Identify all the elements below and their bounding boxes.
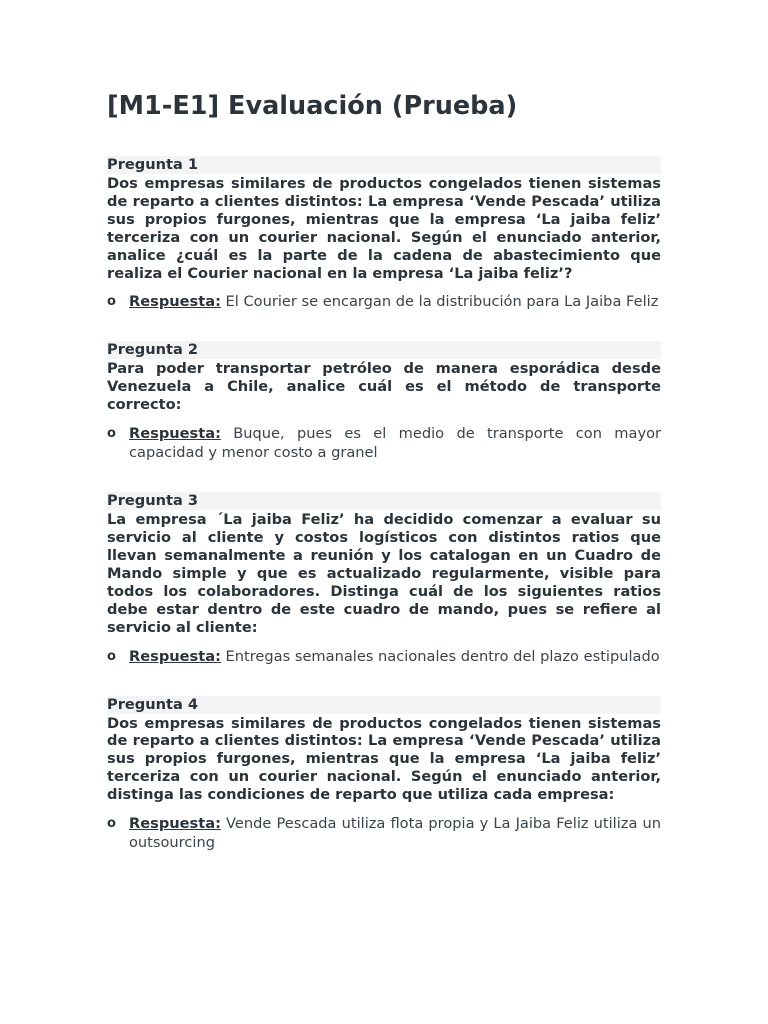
answer-text: Entregas semanales nacionales dentro del plazo estipulado (225, 647, 660, 665)
answer-body (129, 292, 661, 311)
bullet-marker: o (107, 426, 116, 442)
answer-label: Respuesta: (129, 647, 221, 665)
page-title: [M1-E1] Evaluación (Prueba) (107, 91, 518, 121)
question-2 (107, 341, 661, 462)
question-text: Dos empresas similares de productos congelados tienen sistemas de reparto a clientes distintos: La empresa ‘Vende Pescada’ utiliza sus propios furgones, mientras que la empresa ‘La jaiba feliz’ terceriza con un courier nacional. Según el enunciado anterior, analice ¿cuál es la parte de la cadena de abastecimiento que realiza el Courier nacional en la empresa ‘La jaiba feliz’? (107, 175, 661, 282)
answer-body (129, 424, 661, 462)
answer-body (129, 814, 661, 852)
answer-label: Respuesta: (129, 293, 221, 311)
answer-item (107, 647, 661, 666)
question-4 (107, 696, 661, 853)
bullet-marker: o (107, 648, 116, 664)
bullet-marker: o (107, 294, 116, 310)
answer-item (107, 292, 661, 311)
answer-item (107, 424, 661, 462)
answer-text: El Courier se encargan de la distribución para La Jaiba Feliz (225, 293, 659, 311)
question-label: Pregunta 4 (107, 696, 661, 714)
answer-text: Vende Pescada utiliza flota propia y La Jaiba Feliz utiliza un outsourcing (129, 815, 662, 852)
question-text: La empresa ´La jaiba Feliz’ ha decidido comenzar a evaluar su servicio al cliente y costos logísticos con distintos ratios que llevan semanalmente a reunión y los catalogan en un Cuadro de Mando simple y que es actualizado regularmente, visible para todos los colaboradores. Distinga cuál de los siguientes ratios debe estar dentro de este cuadro de mando, pues se refiere al servicio al cliente: (107, 511, 661, 636)
document-page (107, 86, 661, 882)
answer-label: Respuesta: (129, 425, 221, 443)
bullet-marker: o (107, 816, 116, 832)
question-label: Pregunta 1 (107, 156, 661, 174)
answer-label: Respuesta: (129, 815, 221, 833)
answer-item (107, 814, 661, 852)
answer-body (129, 647, 661, 666)
question-3 (107, 492, 661, 665)
answer-text: Buque, pues es el medio de transporte con mayor capacidad y menor costo a granel (129, 425, 662, 462)
question-label: Pregunta 2 (107, 341, 661, 359)
question-1 (107, 156, 661, 311)
question-text: Dos empresas similares de productos congelados tienen sistemas de reparto a clientes distintos: La empresa ‘Vende Pescada’ utiliza sus propios furgones, mientras que la empresa ‘La jaiba feliz’ terceriza con un courier nacional. Según el enunciado anterior, distinga las condiciones de reparto que utiliza cada empresa: (107, 714, 661, 804)
question-text: Para poder transportar petróleo de manera esporádica desde Venezuela a Chile, analice cuál es el método de transporte correcto: (107, 360, 661, 414)
question-label: Pregunta 3 (107, 492, 661, 510)
